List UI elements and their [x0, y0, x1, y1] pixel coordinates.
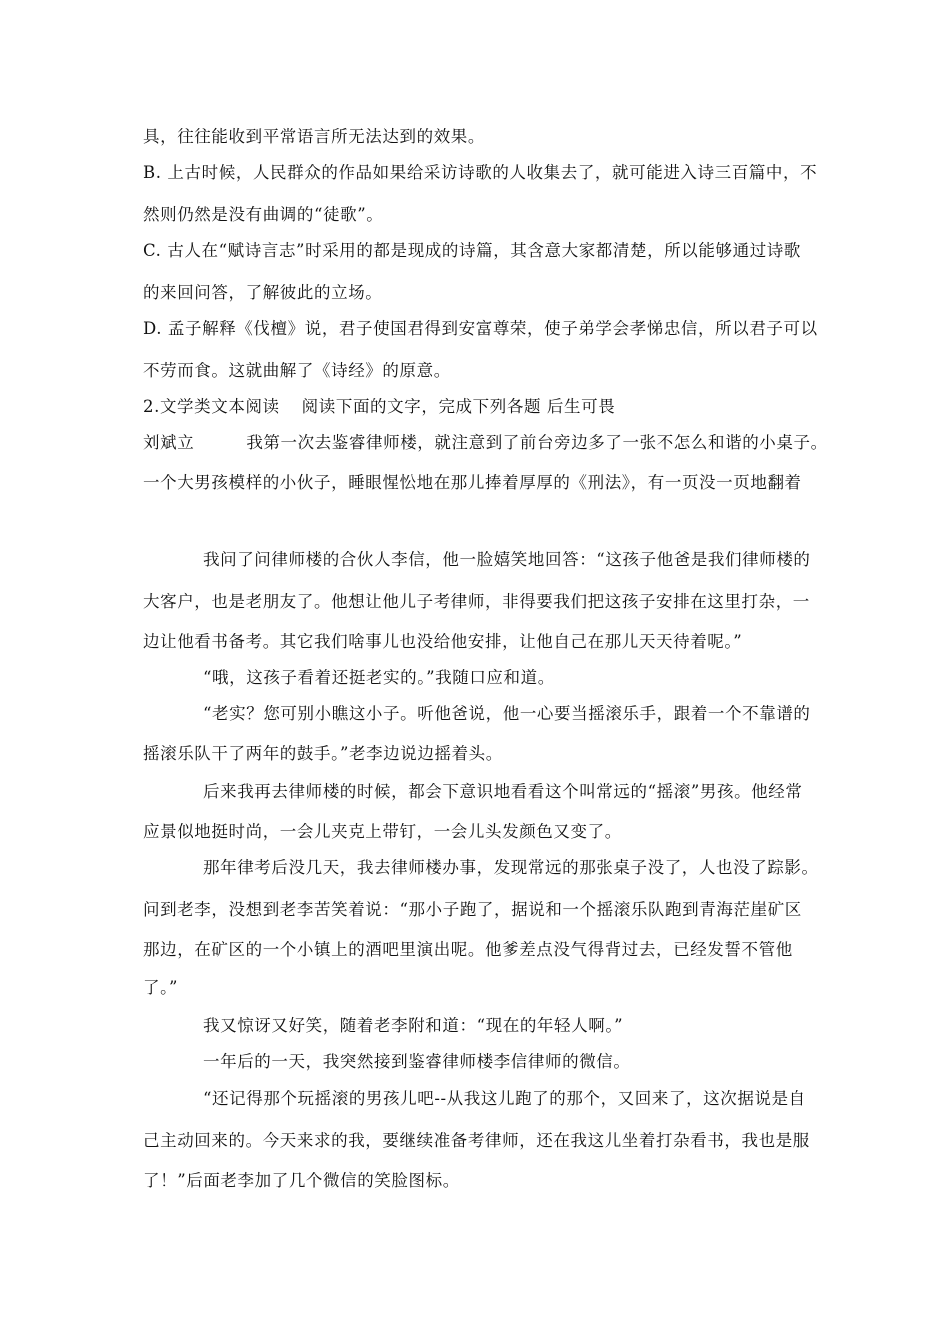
option-d-line-1: D. 孟子解释《伐檀》说，君子使国君得到安富尊荣，使子弟学会孝悌忠信，所以君子可以 — [143, 319, 818, 338]
section-heading-line — [143, 397, 615, 417]
option-c-line-2: 的来回问答，了解彼此的立场。 — [143, 283, 383, 302]
paragraph-first-line: 后来我再去律师楼的时候，都会下意识地看看这个叫常远的“摇滚”男孩。他经常 — [203, 782, 803, 801]
paragraph-text: 问到老李，没想到老李苦笑着说：“那小子跑了，据说和一个摇滚乐队跑到青海茫崖矿区 — [143, 900, 802, 919]
option-b-line-1: B. 上古时候，人民群众的作品如果给采访诗歌的人收集去了，就可能进入诗三百篇中，不 — [143, 163, 818, 182]
paragraph-first-line: 我问了问律师楼的合伙人李信，他一脸嬉笑地回答：“这孩子他爸是我们律师楼的 — [203, 550, 811, 569]
paragraph-text: 大客户，也是老朋友了。他想让他儿子考律师，非得要我们把这孩子安排在这里打杂，一 — [143, 592, 810, 611]
option-b-line-2: 然则仍然是没有曲调的“徒歌”。 — [143, 205, 384, 224]
paragraph-first-line: 我又惊讶又好笑，随着老李附和道：“现在的年轻人啊。” — [203, 1016, 624, 1035]
option-d-line-2: 不劳而食。这就曲解了《诗经》的原意。 — [143, 361, 451, 380]
question-instruction: 阅读下面的文字，完成下列各题 后生可畏 — [301, 397, 616, 416]
paragraph-first-line: “哦，这孩子看着还挺老实的。”我随口应和道。 — [203, 668, 555, 687]
paragraph-text: 我第一次去鉴睿律师楼，就注意到了前台旁边多了一张不怎么和谐的小桌子。 — [246, 433, 828, 452]
paragraph-first-line: 那年律考后没几天，我去律师楼办事，发现常远的那张桌子没了，人也没了踪影。 — [203, 858, 819, 877]
option-c-line-1: C. 古人在“赋诗言志”时采用的都是现成的诗篇，其含意大家都清楚，所以能够通过诗歌 — [143, 241, 801, 260]
author-line — [143, 433, 828, 453]
paragraph-text: 了！”后面老李加了几个微信的笑脸图标。 — [143, 1171, 460, 1190]
author-name: 刘斌立 — [143, 433, 195, 452]
paragraph-text: 边让他看书备考。其它我们啥事儿也没给他安排，让他自己在那儿天天待着呢。” — [143, 632, 743, 651]
paragraph-text: 一个大男孩模样的小伙子，睡眼惺忪地在那儿捧着厚厚的《刑法》，有一页没一页地翻着 — [143, 473, 802, 492]
paragraph-first-line: “还记得那个玩摇滚的男孩儿吧--从我这儿跑了的那个，又回来了，这次据说是自 — [203, 1089, 806, 1108]
paragraph-text: 那边，在矿区的一个小镇上的酒吧里演出呢。他爹差点没气得背过去，已经发誓不管他 — [143, 940, 793, 959]
paragraph-text: 摇滚乐队干了两年的鼓手。”老李边说边摇着头。 — [143, 744, 503, 763]
text-line: 具，往往能收到平常语言所无法达到的效果。 — [143, 127, 485, 146]
paragraph-first-line: 一年后的一天，我突然接到鉴睿律师楼李信律师的微信。 — [203, 1052, 631, 1071]
paragraph-first-line: “老实？您可别小瞧这小子。听他爸说，他一心要当摇滚乐手，跟着一个不靠谱的 — [203, 704, 811, 723]
paragraph-text: 应景似地挺时尚，一会儿夹克上带钉，一会儿头发颜色又变了。 — [143, 822, 622, 841]
section-heading: 2.文学类文本阅读 — [143, 397, 280, 416]
paragraph-text: 了。” — [143, 978, 178, 997]
paragraph-text: 己主动回来的。今天来求的我，要继续准备考律师，还在我这儿坐着打杂看书，我也是服 — [143, 1131, 810, 1150]
